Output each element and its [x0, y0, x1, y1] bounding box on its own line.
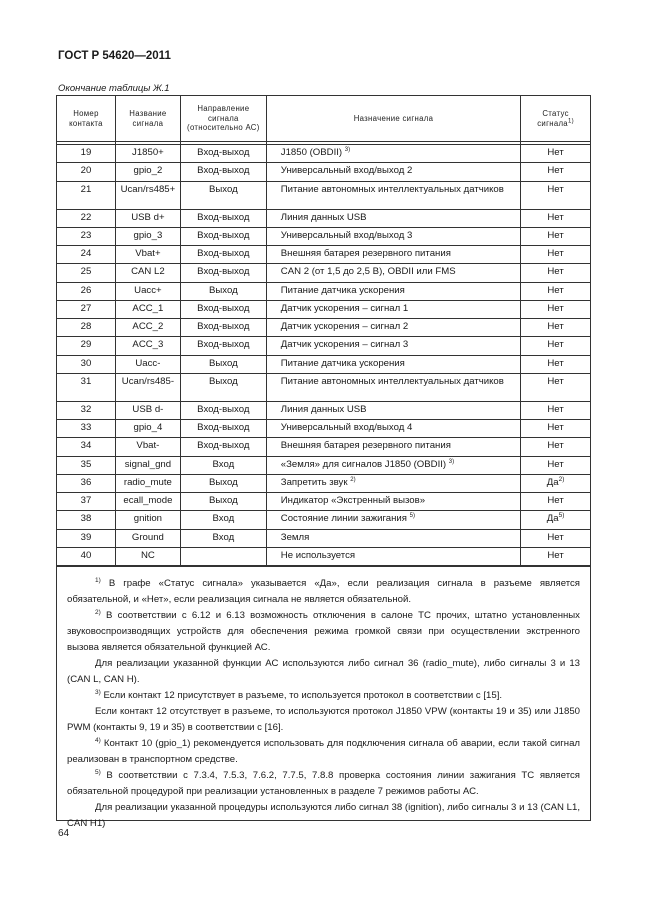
contact-number-cell-text: 38 — [80, 513, 92, 525]
contact-number-cell-text: 27 — [80, 302, 92, 314]
contact-number-cell — [57, 401, 116, 419]
contact-number-cell — [57, 246, 116, 264]
signal-direction-cell-text: Вход-выход — [197, 339, 250, 351]
table-row — [57, 547, 591, 565]
table-row — [57, 493, 591, 511]
table-row — [57, 227, 591, 245]
signal-direction-cell — [180, 181, 266, 209]
signal-name-cell-text: Ucan/rs485+ — [120, 183, 176, 195]
signal-status-cell-text: Нет — [547, 266, 564, 278]
signal-direction-cell — [180, 264, 266, 282]
table-row — [57, 300, 591, 318]
signal-name-cell-text: Uacc+ — [134, 284, 162, 296]
signal-purpose-cell-text: «Земля» для сигналов J1850 (OBDII) — [280, 458, 447, 470]
table-row — [57, 474, 591, 492]
table-row — [57, 246, 591, 264]
signal-name-cell — [115, 337, 180, 355]
contact-number-cell-text: 20 — [80, 165, 92, 177]
contact-number-cell-text: 30 — [80, 357, 92, 369]
contact-number-cell-text: 31 — [80, 375, 92, 387]
signal-direction-cell — [180, 227, 266, 245]
contact-number-cell — [57, 227, 116, 245]
signal-purpose-cell — [266, 145, 520, 163]
signal-direction-cell — [180, 163, 266, 181]
signal-status-cell-text: Нет — [547, 422, 564, 433]
signal-status-cell — [521, 337, 591, 355]
signal-name-cell-text: Vbat- — [136, 440, 160, 452]
footnote-ref: 2) — [350, 476, 356, 483]
signal-purpose-cell — [266, 547, 520, 565]
signal-status-cell-text: Нет — [547, 248, 564, 259]
footnote — [67, 800, 580, 832]
signal-purpose-cell — [266, 300, 520, 318]
signal-purpose-cell-text: Датчик ускорения – сигнал 2 — [280, 321, 409, 332]
signal-name-cell — [115, 547, 180, 565]
signal-purpose-cell-text: Внешняя батарея резервного питания — [280, 440, 451, 452]
signal-direction-cell-text: Вход-выход — [197, 266, 250, 278]
signal-direction-cell — [180, 547, 266, 565]
footnote-marker: 1) — [95, 576, 101, 584]
footnote — [67, 576, 580, 608]
footnote-text: В графе «Статус сигнала» указывается «Да», если реализация сигнала в разъеме является обязательной, и «Нет», если реализация сигнала не является обязательной. — [67, 578, 580, 605]
signal-purpose-cell-text: Внешняя батарея резервного питания — [280, 248, 451, 259]
signal-purpose-cell — [266, 337, 520, 355]
contact-number-cell — [57, 319, 116, 337]
table-row — [57, 145, 591, 163]
signal-name-cell — [115, 319, 180, 337]
signal-direction-cell — [180, 209, 266, 227]
contact-number-cell-text: 34 — [80, 440, 92, 452]
signal-purpose-cell — [266, 227, 520, 245]
table-header-row — [57, 96, 591, 142]
signal-status-cell — [521, 300, 591, 318]
signal-name-cell-text: ACC_1 — [132, 302, 164, 314]
contact-number-cell-text: 23 — [80, 229, 92, 241]
footnote-ref: 3) — [448, 458, 455, 465]
table-row — [57, 181, 591, 209]
signal-direction-cell — [180, 337, 266, 355]
contact-number-cell-text: 39 — [80, 531, 92, 543]
document-header: ГОСТ Р 54620—2011 — [58, 50, 171, 62]
signal-name-cell-text: gpio_4 — [133, 422, 163, 433]
contact-number-cell — [57, 264, 116, 282]
col-header-purpose: Назначение сигнала — [266, 96, 520, 142]
table-row — [57, 163, 591, 181]
signal-purpose-cell-text: Датчик ускорения – сигнал 3 — [280, 339, 409, 351]
contact-number-cell — [57, 300, 116, 318]
signal-name-cell-text: gpio_3 — [133, 229, 163, 241]
table-row — [57, 511, 591, 529]
signal-name-cell-text: gnition — [133, 513, 163, 525]
signal-purpose-cell-text: Земля — [280, 531, 310, 543]
footnote — [67, 768, 580, 800]
footnote — [67, 704, 580, 736]
footnote-text: Для реализации указанной процедуры используются либо сигнал 38 (ignition), либо сигналы 3 и 13 (CAN L1, CAN H1) — [67, 802, 580, 829]
signal-status-cell — [521, 209, 591, 227]
footnote-marker: 5) — [95, 768, 101, 776]
signal-direction-cell-text: Вход-выход — [197, 229, 250, 241]
page-number: 64 — [58, 828, 70, 839]
signal-purpose-cell-text: Состояние линии зажигания — [280, 513, 407, 525]
contact-number-cell — [57, 456, 116, 474]
signal-name-cell — [115, 181, 180, 209]
signal-name-cell-text: J1850+ — [132, 147, 164, 158]
footnote-ref: 3) — [344, 146, 351, 153]
signal-name-cell — [115, 227, 180, 245]
signal-name-cell — [115, 355, 180, 373]
signal-direction-cell — [180, 373, 266, 401]
signal-direction-cell — [180, 529, 266, 547]
signal-name-cell-text: Vbat+ — [135, 248, 161, 259]
footnote-text: Для реализации указанной функции АС используются либо сигнал 36 (radio_mute), либо сигналы 3 и 13 (CAN L, CAN H). — [67, 658, 580, 685]
signal-name-cell-text: NC — [140, 549, 155, 561]
signal-direction-cell — [180, 319, 266, 337]
contact-number-cell-text: 26 — [80, 284, 92, 296]
signal-name-cell — [115, 420, 180, 438]
footnote-text: В соответствии с 7.3.4, 7.5.3, 7.6.2, 7.7.5, 7.8.8 проверка состояния линии зажигания ТС является обязательной процедурой при реализации установленных в разделе 7 режимов работы АС. — [67, 770, 580, 797]
signal-direction-cell-text: Выход — [208, 375, 238, 387]
signal-name-cell — [115, 373, 180, 401]
signal-status-cell-text: Нет — [547, 375, 564, 387]
signal-name-cell-text: ACC_2 — [132, 321, 164, 332]
signal-purpose-cell-text: Индикатор «Экстренный вызов» — [280, 495, 426, 506]
table-row — [57, 373, 591, 401]
col-header-name: Название сигнала — [115, 96, 180, 142]
signal-purpose-cell — [266, 246, 520, 264]
signal-direction-cell-text: Вход — [212, 458, 235, 470]
signal-name-cell — [115, 401, 180, 419]
signal-status-cell-text: Нет — [547, 495, 564, 506]
signal-purpose-cell-text: Линия данных USB — [280, 403, 367, 415]
signal-name-cell-text: signal_gnd — [124, 458, 172, 470]
signal-name-cell-text: Uacc- — [135, 357, 161, 369]
signal-purpose-cell — [266, 319, 520, 337]
table-row — [57, 456, 591, 474]
signal-direction-cell-text: Вход-выход — [197, 302, 250, 314]
contact-number-cell-text: 35 — [80, 458, 92, 470]
signal-name-cell-text: gpio_2 — [133, 165, 163, 177]
footnote-marker: 3) — [95, 688, 101, 696]
signal-purpose-cell-text: Универсальный вход/выход 3 — [280, 229, 413, 241]
signal-name-cell-text: ecall_mode — [123, 495, 173, 506]
signal-status-cell — [521, 401, 591, 419]
signal-purpose-cell — [266, 401, 520, 419]
signal-direction-cell-text: Вход-выход — [197, 147, 250, 158]
signal-name-cell-text: CAN L2 — [131, 266, 165, 278]
signal-purpose-cell-text: Не используется — [280, 549, 356, 561]
signal-direction-cell — [180, 493, 266, 511]
signal-direction-cell — [180, 145, 266, 163]
signal-status-cell-text: Да — [546, 476, 559, 488]
signal-purpose-cell-text: Питание датчика ускорения — [280, 357, 405, 369]
signal-name-cell-text: USB d- — [132, 403, 164, 415]
contact-number-cell-text: 22 — [80, 211, 92, 223]
signal-status-cell-text: Нет — [547, 357, 564, 369]
signal-name-cell — [115, 209, 180, 227]
signal-status-cell — [521, 355, 591, 373]
signal-purpose-cell — [266, 493, 520, 511]
table-row — [57, 264, 591, 282]
signal-status-cell-text: Нет — [547, 531, 564, 543]
footnote-ref: 5) — [409, 513, 415, 520]
signal-status-cell — [521, 493, 591, 511]
contact-number-cell-text: 33 — [80, 422, 92, 433]
footnote-marker: 4) — [95, 736, 101, 744]
signal-direction-cell-text: Вход-выход — [197, 403, 250, 415]
footnote — [67, 688, 580, 704]
signal-purpose-cell-text: J1850 (OBDII) — [280, 147, 343, 158]
contact-number-cell-text: 36 — [80, 476, 92, 488]
signal-status-cell — [521, 282, 591, 300]
footnote-text: Если контакт 12 отсутствует в разъеме, то используются протокол J1850 VPW (контакты 19 и 35) или J1850 PWM (контакты 9, 19 и 35) в соответствии с [16]. — [67, 706, 580, 733]
contact-number-cell — [57, 209, 116, 227]
signal-direction-cell-text: Выход — [208, 357, 238, 369]
contact-number-cell — [57, 145, 116, 163]
signal-purpose-cell — [266, 456, 520, 474]
signal-name-cell — [115, 282, 180, 300]
signal-purpose-cell-text: Датчик ускорения – сигнал 1 — [280, 302, 409, 314]
contact-number-cell — [57, 337, 116, 355]
signal-purpose-cell — [266, 438, 520, 456]
signal-direction-cell-text: Вход — [212, 513, 235, 525]
signal-purpose-cell-text: Питание датчика ускорения — [280, 284, 405, 296]
contact-number-cell — [57, 163, 116, 181]
signal-status-cell-text: Нет — [547, 183, 564, 195]
signal-purpose-cell — [266, 511, 520, 529]
signal-status-cell-text: Нет — [547, 339, 564, 351]
footnote-text: Контакт 10 (gpio_1) рекомендуется использовать для подключения сигнала об аварии, если такой сигнал реализован в транспортном средстве. — [67, 738, 581, 765]
signal-name-cell — [115, 264, 180, 282]
contact-number-cell-text: 29 — [80, 339, 92, 351]
contact-number-cell — [57, 511, 116, 529]
signal-direction-cell-text: Выход — [208, 495, 238, 506]
signal-status-cell — [521, 163, 591, 181]
footnote-ref: 2) — [558, 475, 565, 483]
table-row — [57, 529, 591, 547]
contact-number-cell-text: 24 — [80, 248, 92, 259]
signal-status-cell — [521, 511, 591, 529]
signal-status-cell-text: Нет — [547, 321, 564, 332]
footnote — [67, 736, 580, 768]
signal-purpose-cell — [266, 181, 520, 209]
signal-purpose-cell — [266, 529, 520, 547]
signal-name-cell — [115, 529, 180, 547]
contact-number-cell-text: 21 — [80, 183, 92, 195]
signal-purpose-cell — [266, 282, 520, 300]
footnote — [67, 608, 580, 656]
signal-name-cell — [115, 511, 180, 529]
contact-number-cell-text: 28 — [80, 321, 92, 332]
signal-name-cell-text: ACC_3 — [132, 339, 164, 351]
contact-number-cell-text: 32 — [80, 403, 92, 415]
contact-number-cell-text: 25 — [80, 266, 92, 278]
signal-purpose-cell — [266, 373, 520, 401]
footnote-text: В соответствии с 6.12 и 6.13 возможность отключения в салоне ТС прочих, штатно установленных звуковоспроизводящих устройств для обеспечения режима громкой связи при осуществлении экстренного вызова является обязательной функцией АС. — [67, 610, 580, 653]
signal-name-cell — [115, 246, 180, 264]
table-row — [57, 355, 591, 373]
table-row — [57, 420, 591, 438]
table-row — [57, 282, 591, 300]
col-header-number: Номер контакта — [57, 96, 116, 142]
signal-name-cell — [115, 145, 180, 163]
contact-number-cell — [57, 181, 116, 209]
signal-name-cell — [115, 456, 180, 474]
signal-direction-cell-text: Вход-выход — [197, 248, 250, 259]
signal-status-cell-text: Нет — [547, 440, 564, 452]
signal-status-cell — [521, 420, 591, 438]
signal-status-cell — [521, 227, 591, 245]
signal-status-cell — [521, 474, 591, 492]
table-caption: Окончание таблицы Ж.1 — [58, 83, 170, 94]
signal-status-cell-text: Да — [546, 513, 559, 525]
contact-number-cell-text: 40 — [80, 549, 92, 561]
signal-status-cell — [521, 264, 591, 282]
signal-direction-cell — [180, 246, 266, 264]
signal-direction-cell — [180, 474, 266, 492]
signal-name-cell-text: USB d+ — [131, 211, 165, 223]
table-row — [57, 319, 591, 337]
signal-name-cell — [115, 474, 180, 492]
signal-purpose-cell-text: Питание автономных интеллектуальных датчиков — [280, 183, 504, 195]
signal-purpose-cell-text: CAN 2 (от 1,5 до 2,5 В), OBDII или FMS — [280, 266, 456, 278]
col-header-direction: Направление сигнала (относительно АС) — [180, 96, 266, 142]
signal-status-cell — [521, 246, 591, 264]
signal-direction-cell — [180, 401, 266, 419]
signal-direction-cell-text: Выход — [208, 476, 238, 488]
signal-status-cell-text: Нет — [547, 403, 564, 415]
signal-status-cell-text: Нет — [547, 284, 564, 296]
contact-number-cell-text: 19 — [80, 147, 92, 158]
signal-status-cell — [521, 529, 591, 547]
signal-purpose-cell — [266, 420, 520, 438]
signal-purpose-cell-text: Универсальный вход/выход 4 — [280, 422, 413, 433]
footnote-text: Если контакт 12 присутствует в разъеме, то используется протокол в соответствии с [15]. — [103, 690, 503, 701]
signal-name-cell — [115, 493, 180, 511]
signal-name-cell-text: Ucan/rs485- — [121, 375, 175, 387]
table-row — [57, 401, 591, 419]
signal-status-cell — [521, 319, 591, 337]
signal-status-cell — [521, 547, 591, 565]
signal-direction-cell-text: Вход — [212, 531, 235, 543]
signal-purpose-cell — [266, 264, 520, 282]
contact-number-cell — [57, 438, 116, 456]
signal-purpose-cell-text: Универсальный вход/выход 2 — [280, 165, 413, 177]
signal-status-cell — [521, 145, 591, 163]
contact-number-cell-text: 37 — [80, 495, 92, 506]
contact-number-cell — [57, 529, 116, 547]
signal-direction-cell — [180, 456, 266, 474]
signal-direction-cell — [180, 420, 266, 438]
signal-status-cell-text: Нет — [547, 549, 564, 561]
contact-number-cell — [57, 547, 116, 565]
signal-status-cell — [521, 181, 591, 209]
col-header-status — [521, 96, 591, 142]
signal-table — [56, 95, 591, 566]
signal-purpose-cell-text: Запретить звук — [280, 476, 348, 488]
signal-name-cell-text: radio_mute — [123, 476, 172, 488]
signal-status-cell — [521, 456, 591, 474]
signal-name-cell — [115, 300, 180, 318]
contact-number-cell — [57, 474, 116, 492]
col-header-status-text: Статус сигнала — [537, 108, 569, 128]
signal-purpose-cell-text: Питание автономных интеллектуальных датчиков — [280, 375, 504, 387]
signal-name-cell-text: Ground — [131, 531, 164, 543]
signal-direction-cell-text: Вход-выход — [197, 165, 250, 177]
contact-number-cell — [57, 493, 116, 511]
table-body — [57, 145, 591, 566]
signal-status-cell-text: Нет — [547, 302, 564, 314]
signal-direction-cell — [180, 300, 266, 318]
contact-number-cell — [57, 355, 116, 373]
signal-purpose-cell-text: Линия данных USB — [280, 211, 367, 223]
signal-purpose-cell — [266, 355, 520, 373]
signal-direction-cell-text: Вход-выход — [197, 440, 250, 452]
signal-direction-cell — [180, 282, 266, 300]
contact-number-cell — [57, 420, 116, 438]
contact-number-cell — [57, 282, 116, 300]
table-footnotes — [56, 566, 591, 829]
signal-direction-cell — [180, 511, 266, 529]
col-header-status-sup: 1) — [567, 117, 574, 124]
signal-direction-cell — [180, 438, 266, 456]
footnote-ref: 5) — [558, 512, 565, 520]
signal-status-cell-text: Нет — [547, 229, 564, 241]
signal-status-cell-text: Нет — [547, 458, 564, 470]
signal-purpose-cell — [266, 209, 520, 227]
footnote — [67, 656, 580, 688]
signal-purpose-cell — [266, 163, 520, 181]
table-row — [57, 438, 591, 456]
table-row — [57, 337, 591, 355]
signal-status-cell — [521, 373, 591, 401]
signal-direction-cell-text: Выход — [208, 284, 238, 296]
signal-direction-cell-text: Вход-выход — [197, 211, 250, 223]
signal-direction-cell-text: Вход-выход — [197, 321, 250, 332]
signal-direction-cell-text: Выход — [208, 183, 238, 195]
signal-name-cell — [115, 163, 180, 181]
signal-direction-cell — [180, 355, 266, 373]
signal-status-cell-text: Нет — [547, 211, 564, 223]
table-row — [57, 209, 591, 227]
signal-name-cell — [115, 438, 180, 456]
signal-purpose-cell — [266, 474, 520, 492]
signal-status-cell — [521, 438, 591, 456]
signal-status-cell-text: Нет — [547, 147, 564, 158]
signal-status-cell-text: Нет — [547, 165, 564, 177]
contact-number-cell — [57, 373, 116, 401]
footnote-marker: 2) — [95, 608, 101, 616]
signal-direction-cell-text: Вход-выход — [197, 422, 250, 433]
